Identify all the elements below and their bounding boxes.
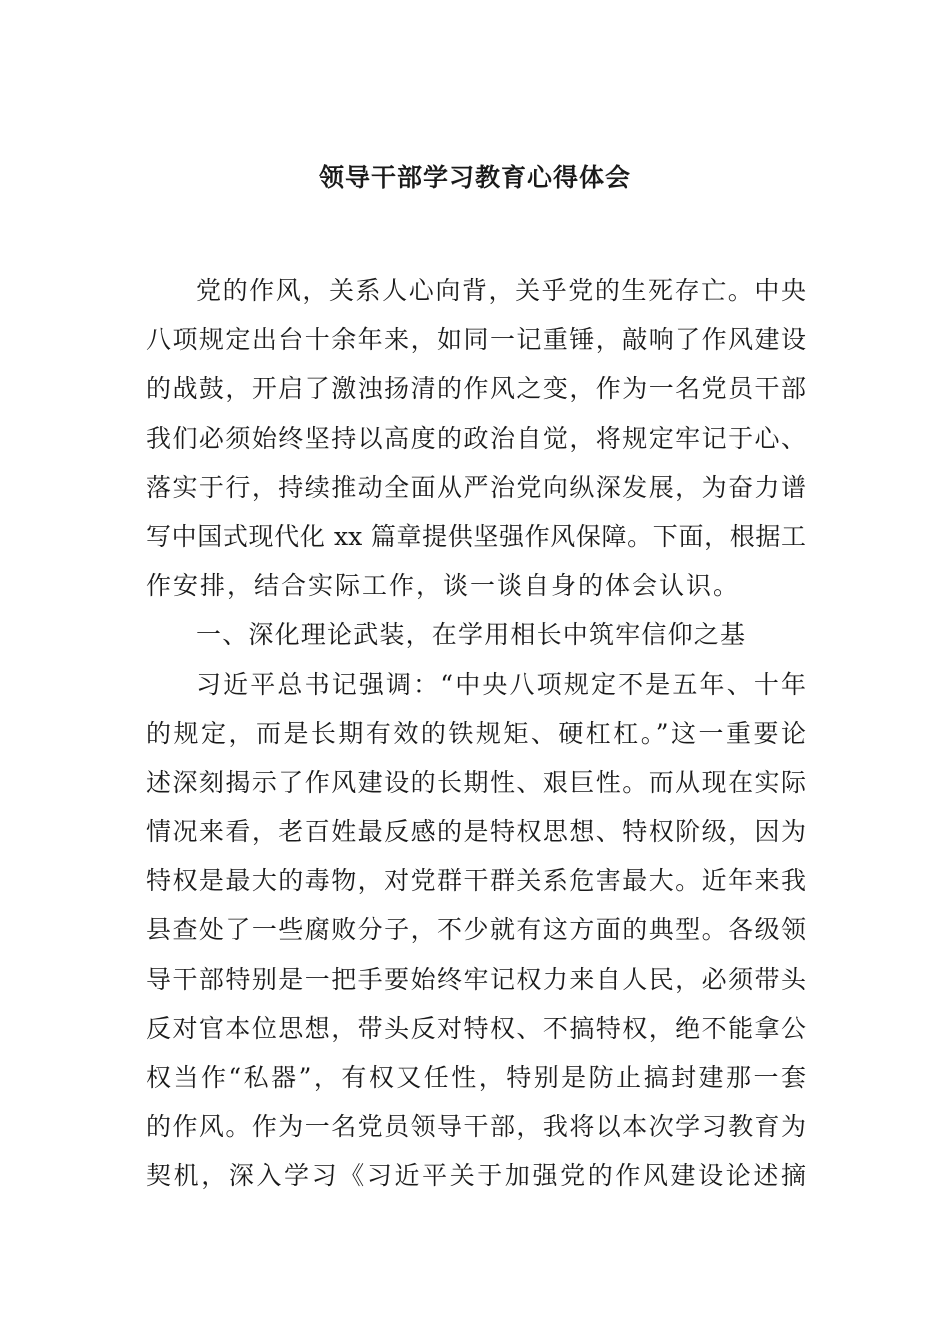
paragraph-line: 权当作“私器”，有权又任性，特别是防止搞封建那一套 bbox=[146, 1063, 806, 1092]
paragraph-line: 情况来看，老百姓最反感的是特权思想、特权阶级，因为 bbox=[146, 817, 806, 847]
document-body bbox=[146, 266, 806, 1201]
paragraph-line: 的作风。作为一名党员领导干部，我将以本次学习教育为 bbox=[146, 1112, 806, 1142]
paragraph-line: 落实于行，持续推动全面从严治党向纵深发展，为奋力谱 bbox=[146, 472, 806, 502]
document-title: 领导干部学习教育心得体会 bbox=[318, 163, 631, 192]
paragraph-line: 的战鼓，开启了激浊扬清的作风之变，作为一名党员干部 bbox=[146, 374, 806, 404]
paragraph-line: 县查处了一些腐败分子，不少就有这方面的典型。各级领 bbox=[146, 915, 806, 945]
paragraph-line: 特权是最大的毒物，对党群干群关系危害最大。近年来我 bbox=[146, 866, 806, 896]
paragraph-line: 契机，深入学习《习近平关于加强党的作风建设论述摘 bbox=[146, 1161, 806, 1191]
paragraph-line: 作安排，结合实际工作，谈一谈自身的体会认识。 bbox=[146, 571, 741, 601]
section-heading: 一、深化理论武装，在学用相长中筑牢信仰之基 bbox=[196, 620, 747, 650]
paragraph-line: 的规定，而是长期有效的铁规矩、硬杠杠。”这一重要论 bbox=[146, 718, 806, 748]
paragraph-line: 写中国式现代化 xx 篇章提供坚强作风保障。下面，根据工 bbox=[146, 521, 806, 551]
paragraph-line: 导干部特别是一把手要始终牢记权力来自人民，必须带头 bbox=[146, 964, 806, 994]
paragraph-line: 我们必须始终坚持以高度的政治自觉，将规定牢记于心、 bbox=[146, 423, 806, 453]
paragraph-line: 党的作风，关系人心向背，关乎党的生死存亡。中央 bbox=[196, 276, 806, 305]
paragraph-line: 反对官本位思想，带头反对特权、不搞特权，绝不能拿公 bbox=[146, 1013, 806, 1043]
paragraph-line: 习近平总书记强调：“中央八项规定不是五年、十年 bbox=[196, 669, 806, 699]
paragraph-line: 八项规定出台十余年来，如同一记重锤，敲响了作风建设 bbox=[146, 325, 806, 355]
paragraph-line: 述深刻揭示了作风建设的长期性、艰巨性。而从现在实际 bbox=[146, 767, 806, 797]
